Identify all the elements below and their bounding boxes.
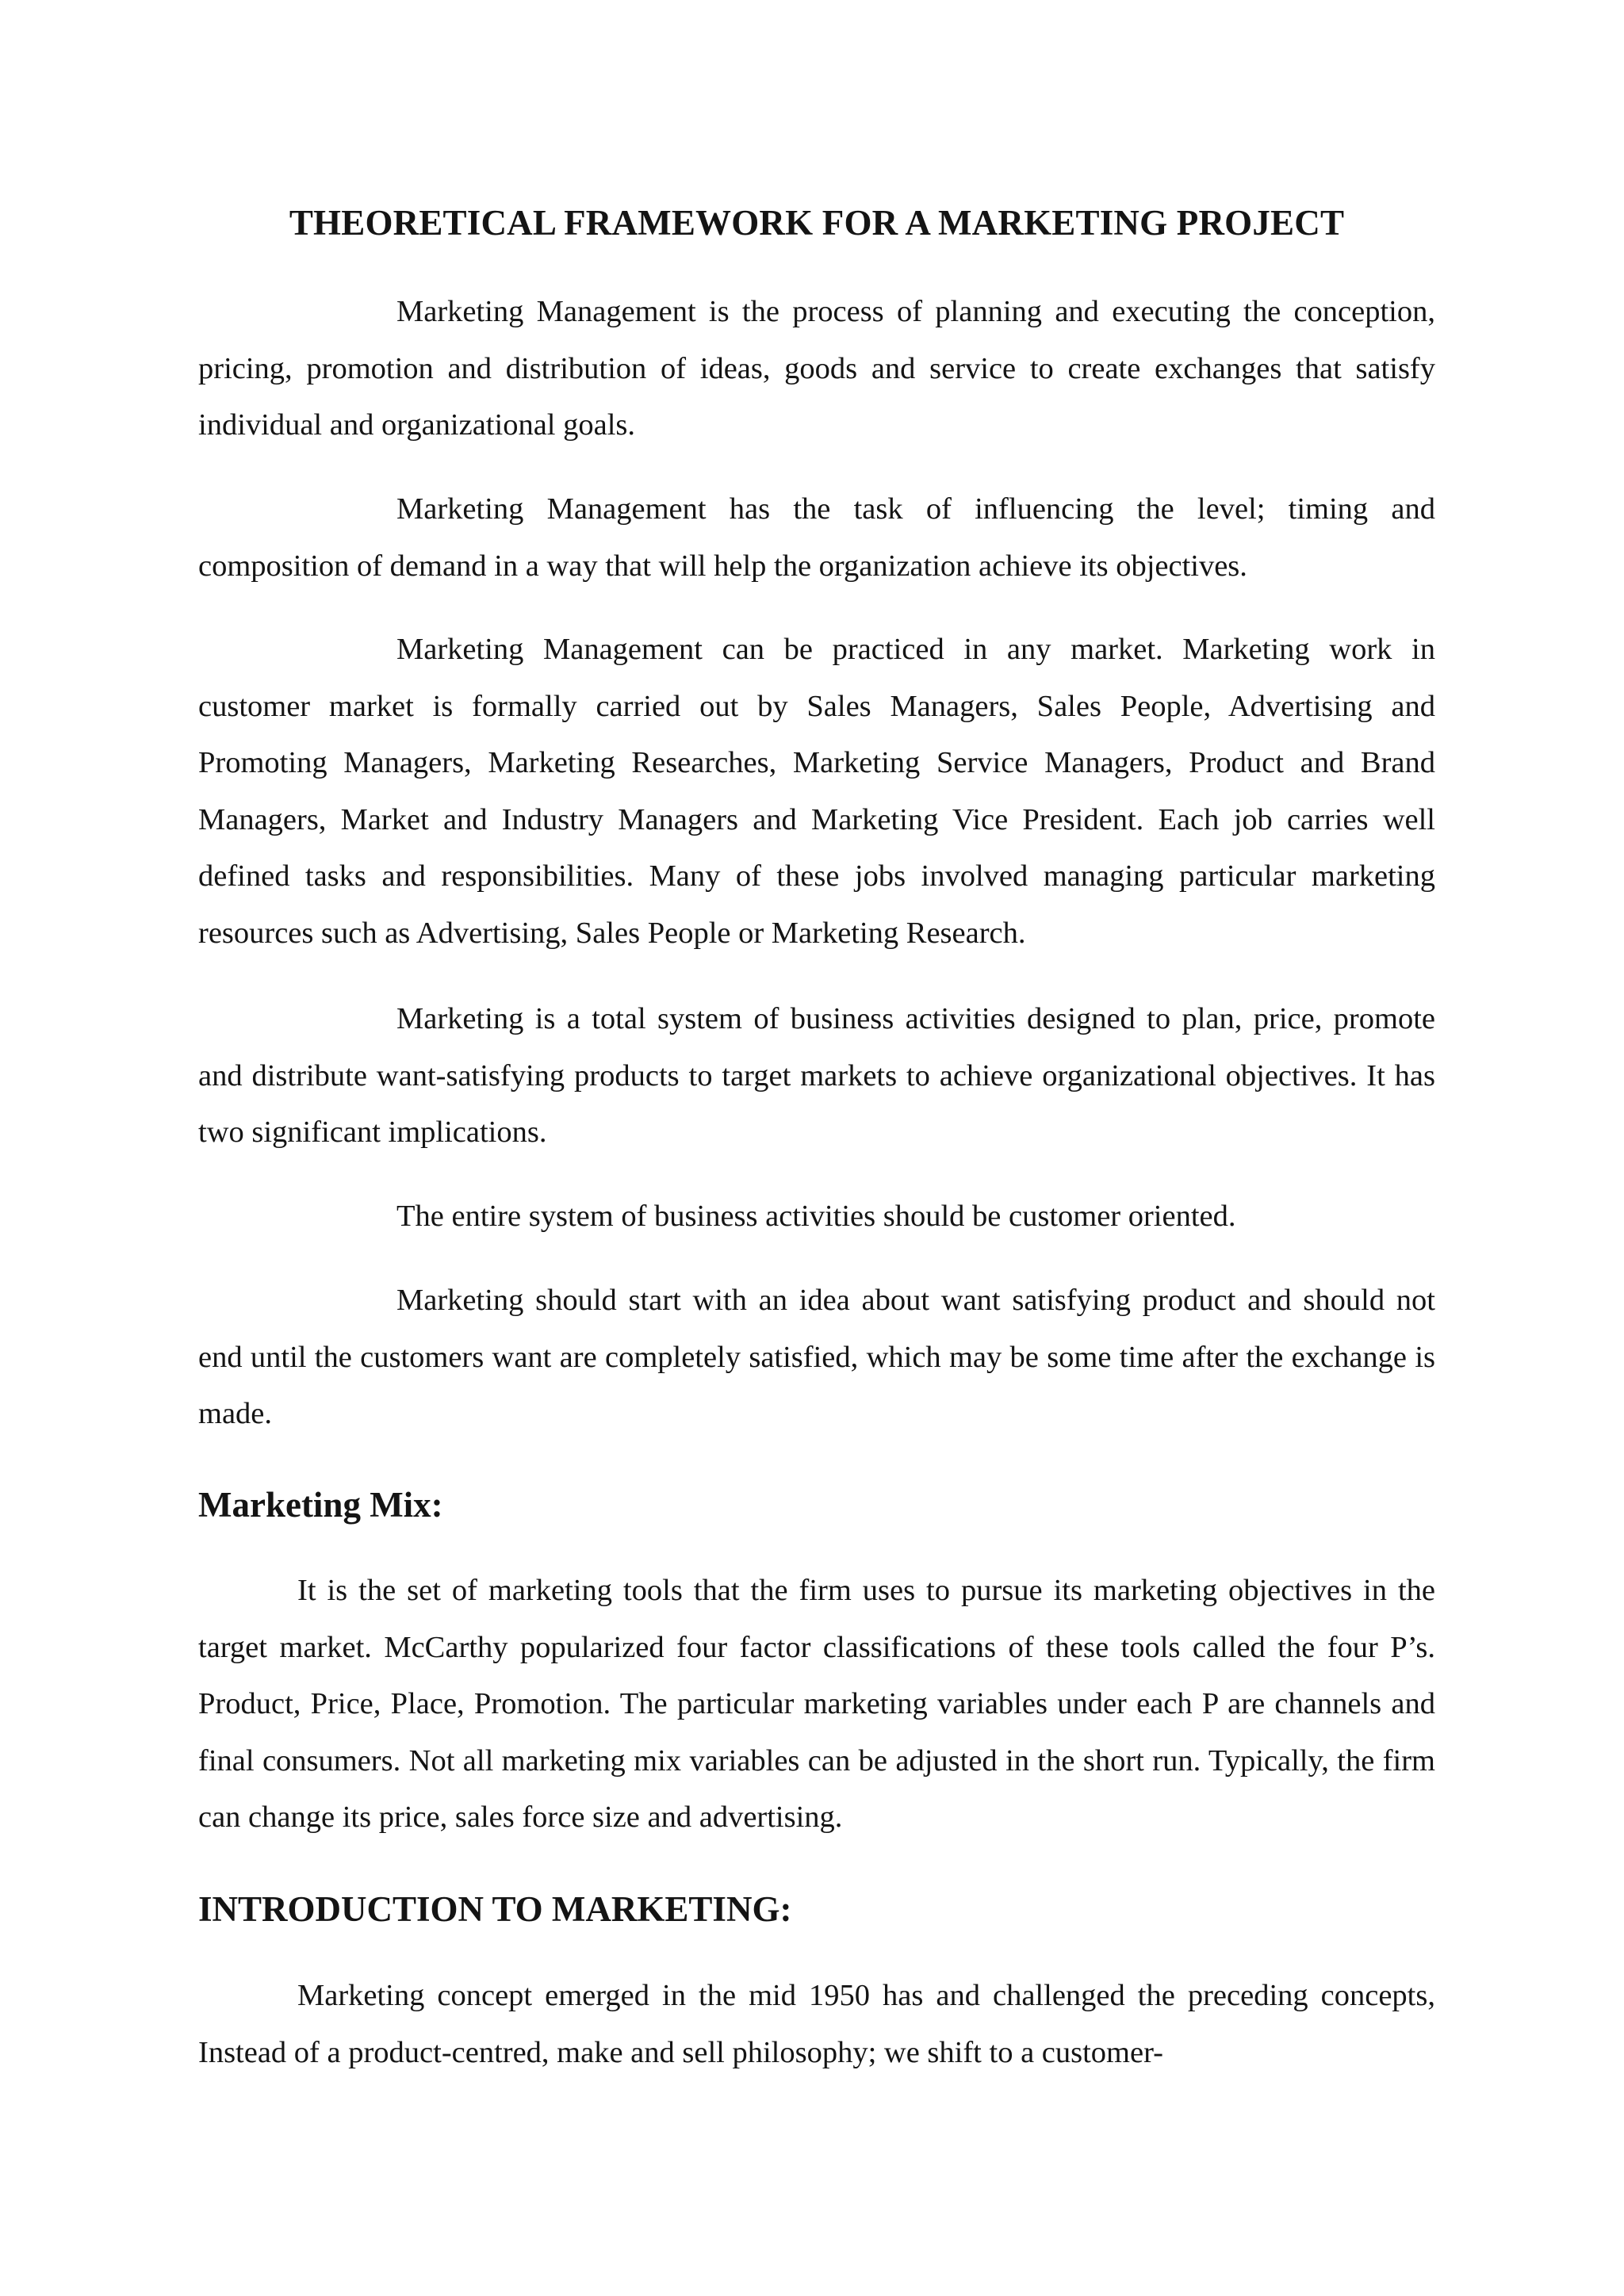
paragraph-task: Marketing Management has the task of influencing the level; timing and composition of demand in a way that will help the organization achieve its objectives. [198,492,1435,583]
paragraph-customer-oriented: The entire system of business activities should be customer oriented. [396,1200,1236,1233]
paragraph-practice: Marketing Management can be practiced in any market. Marketing work in customer market is formally carried out by Sales Managers, Sales People, Advertising and Promoting Managers, Marketing Researches, Marketing Service Managers, Product and Brand Managers, Market and Industry Managers and Marketing Vice President. Each job carries well defined tasks and responsibilities. Many of these jobs involved managing particular marketing resources such as Advertising, Sales People or Marketing Research. [198,633,1435,950]
paragraph-marketing-mix: It is the set of marketing tools that the firm uses to pursue its marketing objectives in the target market. McCarthy popularized four factor classifications of these tools called the four P’s. Product, Price, Place, Promotion. The particular marketing variables under each P are channels and final consumers. Not all marketing mix variables can be adjusted in the short run. Typically, the firm can change its price, sales force size and advertising. [198,1574,1435,1834]
document-title: THEORETICAL FRAMEWORK FOR A MARKETING PROJECT [289,203,1345,243]
paragraph-definition: Marketing Management is the process of planning and executing the conception, pricing, promotion and distribution of ideas, goods and service to create exchanges that satisfy individual and organizational goals. [198,295,1435,442]
paragraph-introduction: Marketing concept emerged in the mid 1950 has and challenged the preceding concepts, Instead of a product-centred, make and sell philosophy; we shift to a customer- [198,1979,1435,2069]
heading-marketing-mix: Marketing Mix: [198,1485,443,1525]
paragraph-system: Marketing is a total system of business activities designed to plan, price, promote and distribute want-satisfying products to target markets to achieve organizational objectives. It has two significant implications. [198,1002,1435,1149]
heading-introduction: INTRODUCTION TO MARKETING: [198,1889,792,1929]
paragraph-start-idea: Marketing should start with an idea about want satisfying product and should not end until the customers want are completely satisfied, which may be some time after the exchange is made. [198,1284,1435,1430]
